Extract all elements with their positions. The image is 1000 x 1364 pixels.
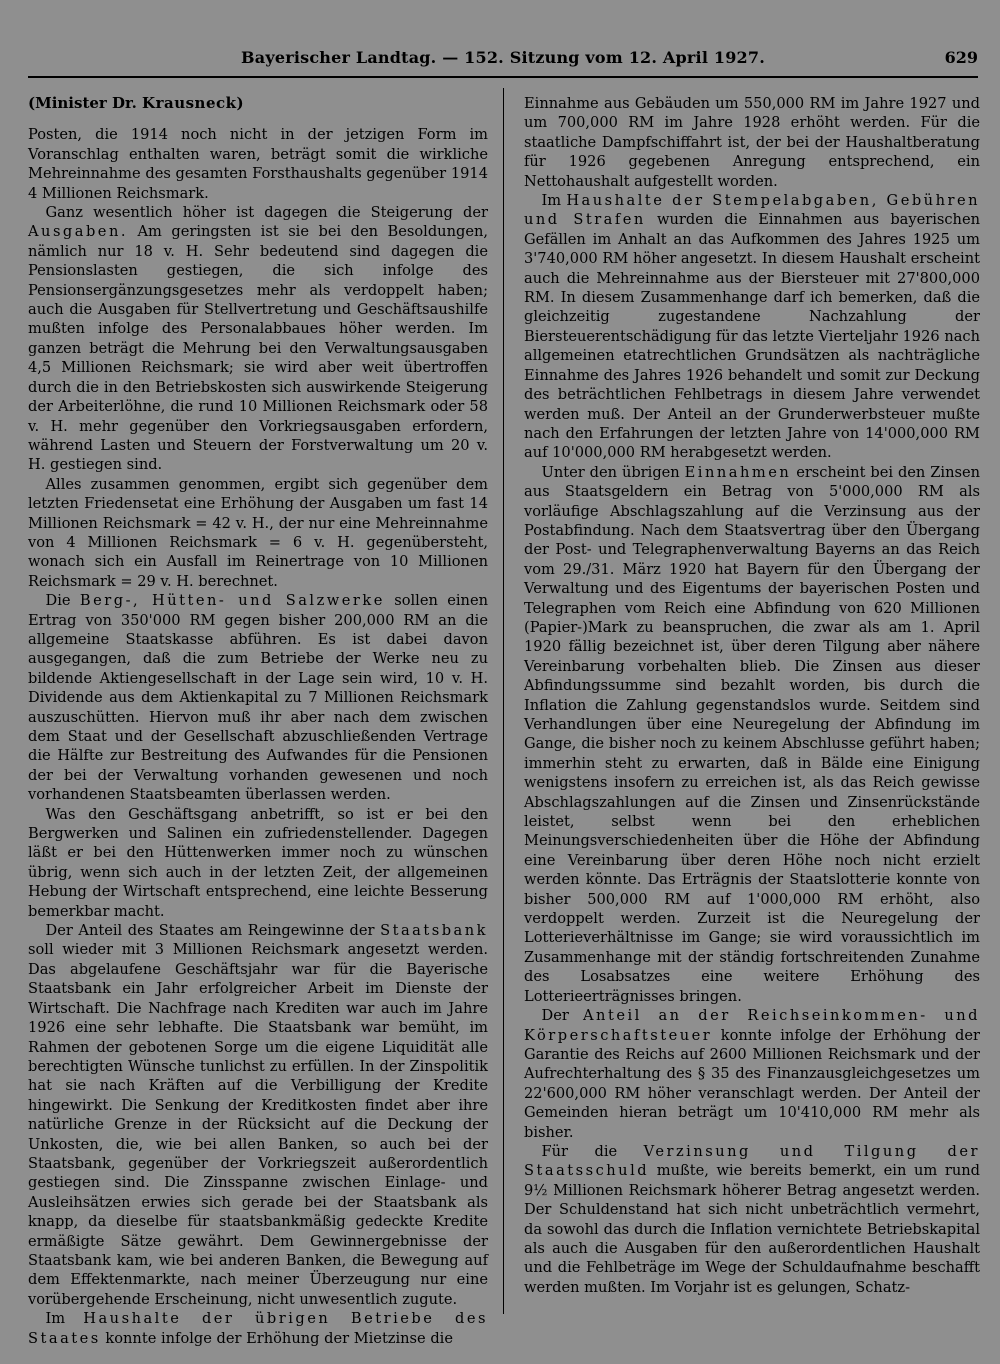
left-column [28, 94, 488, 1347]
paragraph [28, 203, 488, 475]
paragraph [28, 921, 488, 1309]
right-column [524, 94, 980, 1324]
paragraph-text: wurden die Einnahmen aus bayerischen Gefällen im Anhalt an das Aufkommen des Jahres 1925 um 3'740,000 RM höher angesetzt. In diesem Haushalt erscheint auch die Mehreinnahme aus der Biersteuer mit 27'800,000 RM. In diesem Zusammenhange darf ich bemerken, daß die gleichzeitig zugestandene Nachzahlung der Biersteuerentschädigung für das letzte Vierteljahr 1926 nach allgemeinen etatrechtlichen Grundsätzen als nachträgliche Einnahme des Jahres 1926 behandelt und somit zur Deckung des beträchtlichen Fehlbetrags in diesem Jahre verwendet werden muß. Der Anteil an der Grunderwerbsteuer mußte nach den Erfahrungen der letzten Jahre von 14'000,000 RM auf 10'000,000 RM herabgesetzt werden. [524, 211, 980, 462]
spaced-term: Verzinsung und Tilgung der Staatsschuld [524, 1142, 980, 1180]
paragraph-text: Der [541, 1007, 584, 1025]
paragraph: Was den Geschäftsgang anbetrifft, so ist er bei den Bergwerken und Salinen ein zufriedenstellender. Dagegen läßt er bei den Hüttenwerken immer noch zu wünschen übrig, wenn sich auch in der letzten Zeit, der allgemeinen Hebung der Wirtschaft entsprechend, eine leichte Besserung bemerkbar macht. [28, 805, 488, 920]
spaced-term: Haushalte der übrigen Betriebe des Staates [28, 1310, 488, 1347]
page-header [28, 48, 978, 78]
spaced-term: Anteil an der Reichseinkommen- und Körperschaftsteuer [524, 1007, 981, 1044]
paragraph [28, 1309, 488, 1348]
paragraph-text: Die [45, 592, 80, 610]
paragraph [28, 591, 488, 804]
paragraph-text: konnte infolge der Erhöhung der Mietzinse die [100, 1329, 453, 1347]
speaker-attribution [28, 94, 488, 113]
paragraph-text: Im [45, 1310, 84, 1328]
paragraph [524, 191, 980, 463]
paragraph [524, 1006, 980, 1142]
paragraph-text: Im [541, 192, 567, 210]
paragraph-text: Unter den übrigen [541, 463, 685, 481]
spaced-term: Berg-, Hütten- und Salzwerke [79, 592, 385, 610]
paragraph-text: Der Anteil des Staates am Reingewinne der [45, 922, 381, 940]
paragraph-text: Am geringsten ist sie bei den Besoldungen, nämlich nur 18 v. H. Sehr bedeutend sind dagegen die Pensionslasten gestiegen, die sich infolge des Pensionsergänzungsgesetzes mehr als verdoppelt haben; auch die Ausgaben für Stellvertretung und Geschäftsaushilfe mußten infolge des Personalabbaues höher werden. Im ganzen beträgt die Mehrung bei den Verwaltungsausgaben 4,5 Millionen Reichsmark; sie wird aber weit übertroffen durch die in den Betriebskosten sich auswirkende Steigerung der Arbeiterlöhne, die rund 10 Millionen Reichsmark oder 58 v. H. mehr gegenüber den Vorkriegsausgaben erfordern, während Lasten und Steuern der Forstverwaltung um 20 v. H. gestiegen sind. [28, 223, 488, 474]
paragraph-text: soll wieder mit 3 Millionen Reichsmark angesetzt werden. Das abgelaufene Geschäftsjahr war für die Bayerische Staatsbank ein Jahr erfolgreicher Arbeit im Dienste der Wirtschaft. Die Nachfrage nach Krediten war auch im Jahre 1926 eine sehr lebhafte. Die Staatsbank war bemüht, im Rahmen der gebotenen Sorge um die eigene Liquidität alle berechtigten Wünsche tunlichst zu erfüllen. In der Zinspolitik hat sie nach Kräften auf die Verbilligung der Kredite hingewirkt. Die Senkung der Kreditkosten findet aber ihre natürliche Grenze in der Rücksicht auf die Deckung der Unkosten, die, wie bei allen Banken, so auch bei der Staatsbank, gegenüber der Vorkriegszeit außerordentlich gestiegen sind. Die Zinsspanne zwischen Einlage- und Ausleihsätzen erwies sich gerade bei der Staatsbank als knapp, da dieselbe für staatsbankmäßig gedeckte Kredite ermäßigte Sätze gewährt. Dem Gewinnergebnisse der Staatsbank kam, wie bei anderen Banken, die Bewegung auf dem Effektenmarkte, nach meiner Überzeugung nur eine vorübergehende Erscheinung, nicht unwesentlich zugute. [28, 941, 488, 1308]
speaker-name: Krausneck [142, 94, 237, 112]
spaced-term: Staatsbank [380, 922, 488, 940]
paragraph: Posten, die 1914 noch nicht in der jetzigen Form im Voranschlag enthalten waren, beträgt somit die wirkliche Mehreinnahme des gesamten Forsthaushalts gegenüber 1914 4 Millionen Reichsmark. [28, 126, 488, 202]
paragraph-text: mußte, wie bereits bemerkt, ein um rund 9½ Millionen Reichsmark höherer Betrag angesetzt werden. Der Schuldenstand hat sich nicht unbeträchtlich vermehrt, da sowohl das durch die Inflation vernichtete Betriebskapital als auch die Ausgaben für den außerordentlichen Haushalt und die Fehlbeträge im Wege der Schuldaufnahme beschafft werden mußten. Im Vorjahr ist es gelungen, Schatz- [524, 1162, 980, 1296]
spaced-term: Einnahmen [684, 463, 792, 481]
paragraph [524, 463, 980, 1006]
speaker-suffix: ) [236, 94, 244, 112]
paragraph-text: Für die [541, 1142, 644, 1160]
paragraph: Einnahme aus Gebäuden um 550,000 RM im Jahre 1927 und um 700,000 RM im Jahre 1928 erhöht werden. Für die staatliche Dampfschiffahrt ist, der bei der Haushaltberatung für 1926 gegebenen Anregung entsprechend, ein Nettohaushalt aufgestellt worden. [524, 95, 980, 190]
paragraph-text: konnte infolge der Erhöhung der Garantie des Reichs auf 2600 Millionen Reichsmark und der Aufrechterhaltung des § 35 des Finanzausgleichgesetzes um 22'600,000 RM höher veranschlagt werden. Der Anteil der Gemeinden hieran beträgt um 10'410,000 RM mehr als bisher. [524, 1026, 980, 1141]
paragraph-text: Ganz wesentlich höher ist dagegen die Steigerung der [45, 204, 488, 222]
column-divider [503, 88, 504, 1314]
header-rule [28, 76, 978, 78]
paragraph-text: sollen einen Ertrag von 350'000 RM gegen bisher 200,000 RM an die allgemeine Staatskasse abführen. Es ist dabei davon ausgegangen, daß die zum Betriebe der Werke neu zu bildende Aktiengesellschaft in der Lage sein wird, 10 v. H. Dividende aus dem Aktienkapital zu 7 Millionen Reichsmark auszuschütten. Hiervon muß ihr aber nach dem zwischen dem Staat und der Gesellschaft abzuschließenden Vertrage die Hälfte zur Bestreitung des Aufwandes für die Pensionen der bei der Verwaltung vorhanden gewesenen und noch vorhandenen Staatsbeamten überlassen werden. [28, 592, 488, 804]
paragraph-text: erscheint bei den Zinsen aus Staatsgeldern ein Betrag von 5'000,000 RM als vorläufige Abschlagszahlung auf die Verzinsung aus der Postabfindung. Nach dem Staatsvertrag über den Übergang der Post- und Telegraphenverwaltung Bayerns an das Reich vom 29./31. März 1920 hat Bayern für den Übergang der Verwaltung und des Eigentums der bayerischen Posten und Telegraphen vom Reich eine Abfindung von 620 Millionen (Papier-)Mark zu beanspruchen, die zwar als am 1. April 1920 fällig bezeichnet ist, über deren Tilgung aber nähere Vereinbarung vorbehalten blieb. Die Zinsen aus dieser Abfindungssumme sind bezahlt worden, bis durch die Inflation die Zahlung gegenstandslos wurde. Seitdem sind Verhandlungen über eine Neuregelung der Abfindung im Gange, die bisher noch zu keinem Abschlusse geführt haben; immerhin steht zu erwarten, daß in Bälde eine Einigung wenigstens insofern zu erreichen ist, als das Reich gewisse Abschlagszahlungen auf die Zinsen und Zinsenrückstände leistet, selbst wenn bei den erheblichen Meinungsverschiedenheiten über die Höhe der Abfindung eine Vereinbarung über deren Höhe noch nicht erzielt werden könnte. Das Erträgnis der Staatslotterie konnte von bisher 500,000 RM auf 1'000,000 RM erhöht, also verdoppelt werden. Zurzeit ist die Neuregelung der Lotterieverhältnisse im Gange; sie wird voraussichtlich im Zusammenhange mit der ständig fortschreitenden Zunahme des Losabsatzes eine weitere Erhöhung des Lotterieerträgnisses bringen. [524, 463, 980, 1005]
speaker-prefix: (Minister Dr. [28, 94, 143, 112]
page-number: 629 [944, 48, 978, 67]
paragraph [524, 1142, 980, 1297]
running-title: Bayerischer Landtag. — 152. Sitzung vom 12. April 1927. [241, 48, 765, 67]
paragraph: Alles zusammen genommen, ergibt sich gegenüber dem letzten Friedensetat eine Erhöhung der Ausgaben um fast 14 Millionen Reichsmark = 42 v. H., der nur eine Mehreinnahme von 4 Millionen Reichsmark = 6 v. H. gegenübersteht, wonach sich ein Ausfall im Reinertrage von 10 Millionen Reichsmark = 29 v. H. berechnet. [28, 475, 488, 590]
spaced-term: Haushalte der Stempelabgaben, Gebühren und Strafen [524, 192, 980, 229]
spaced-term: Ausgaben. [28, 223, 128, 241]
